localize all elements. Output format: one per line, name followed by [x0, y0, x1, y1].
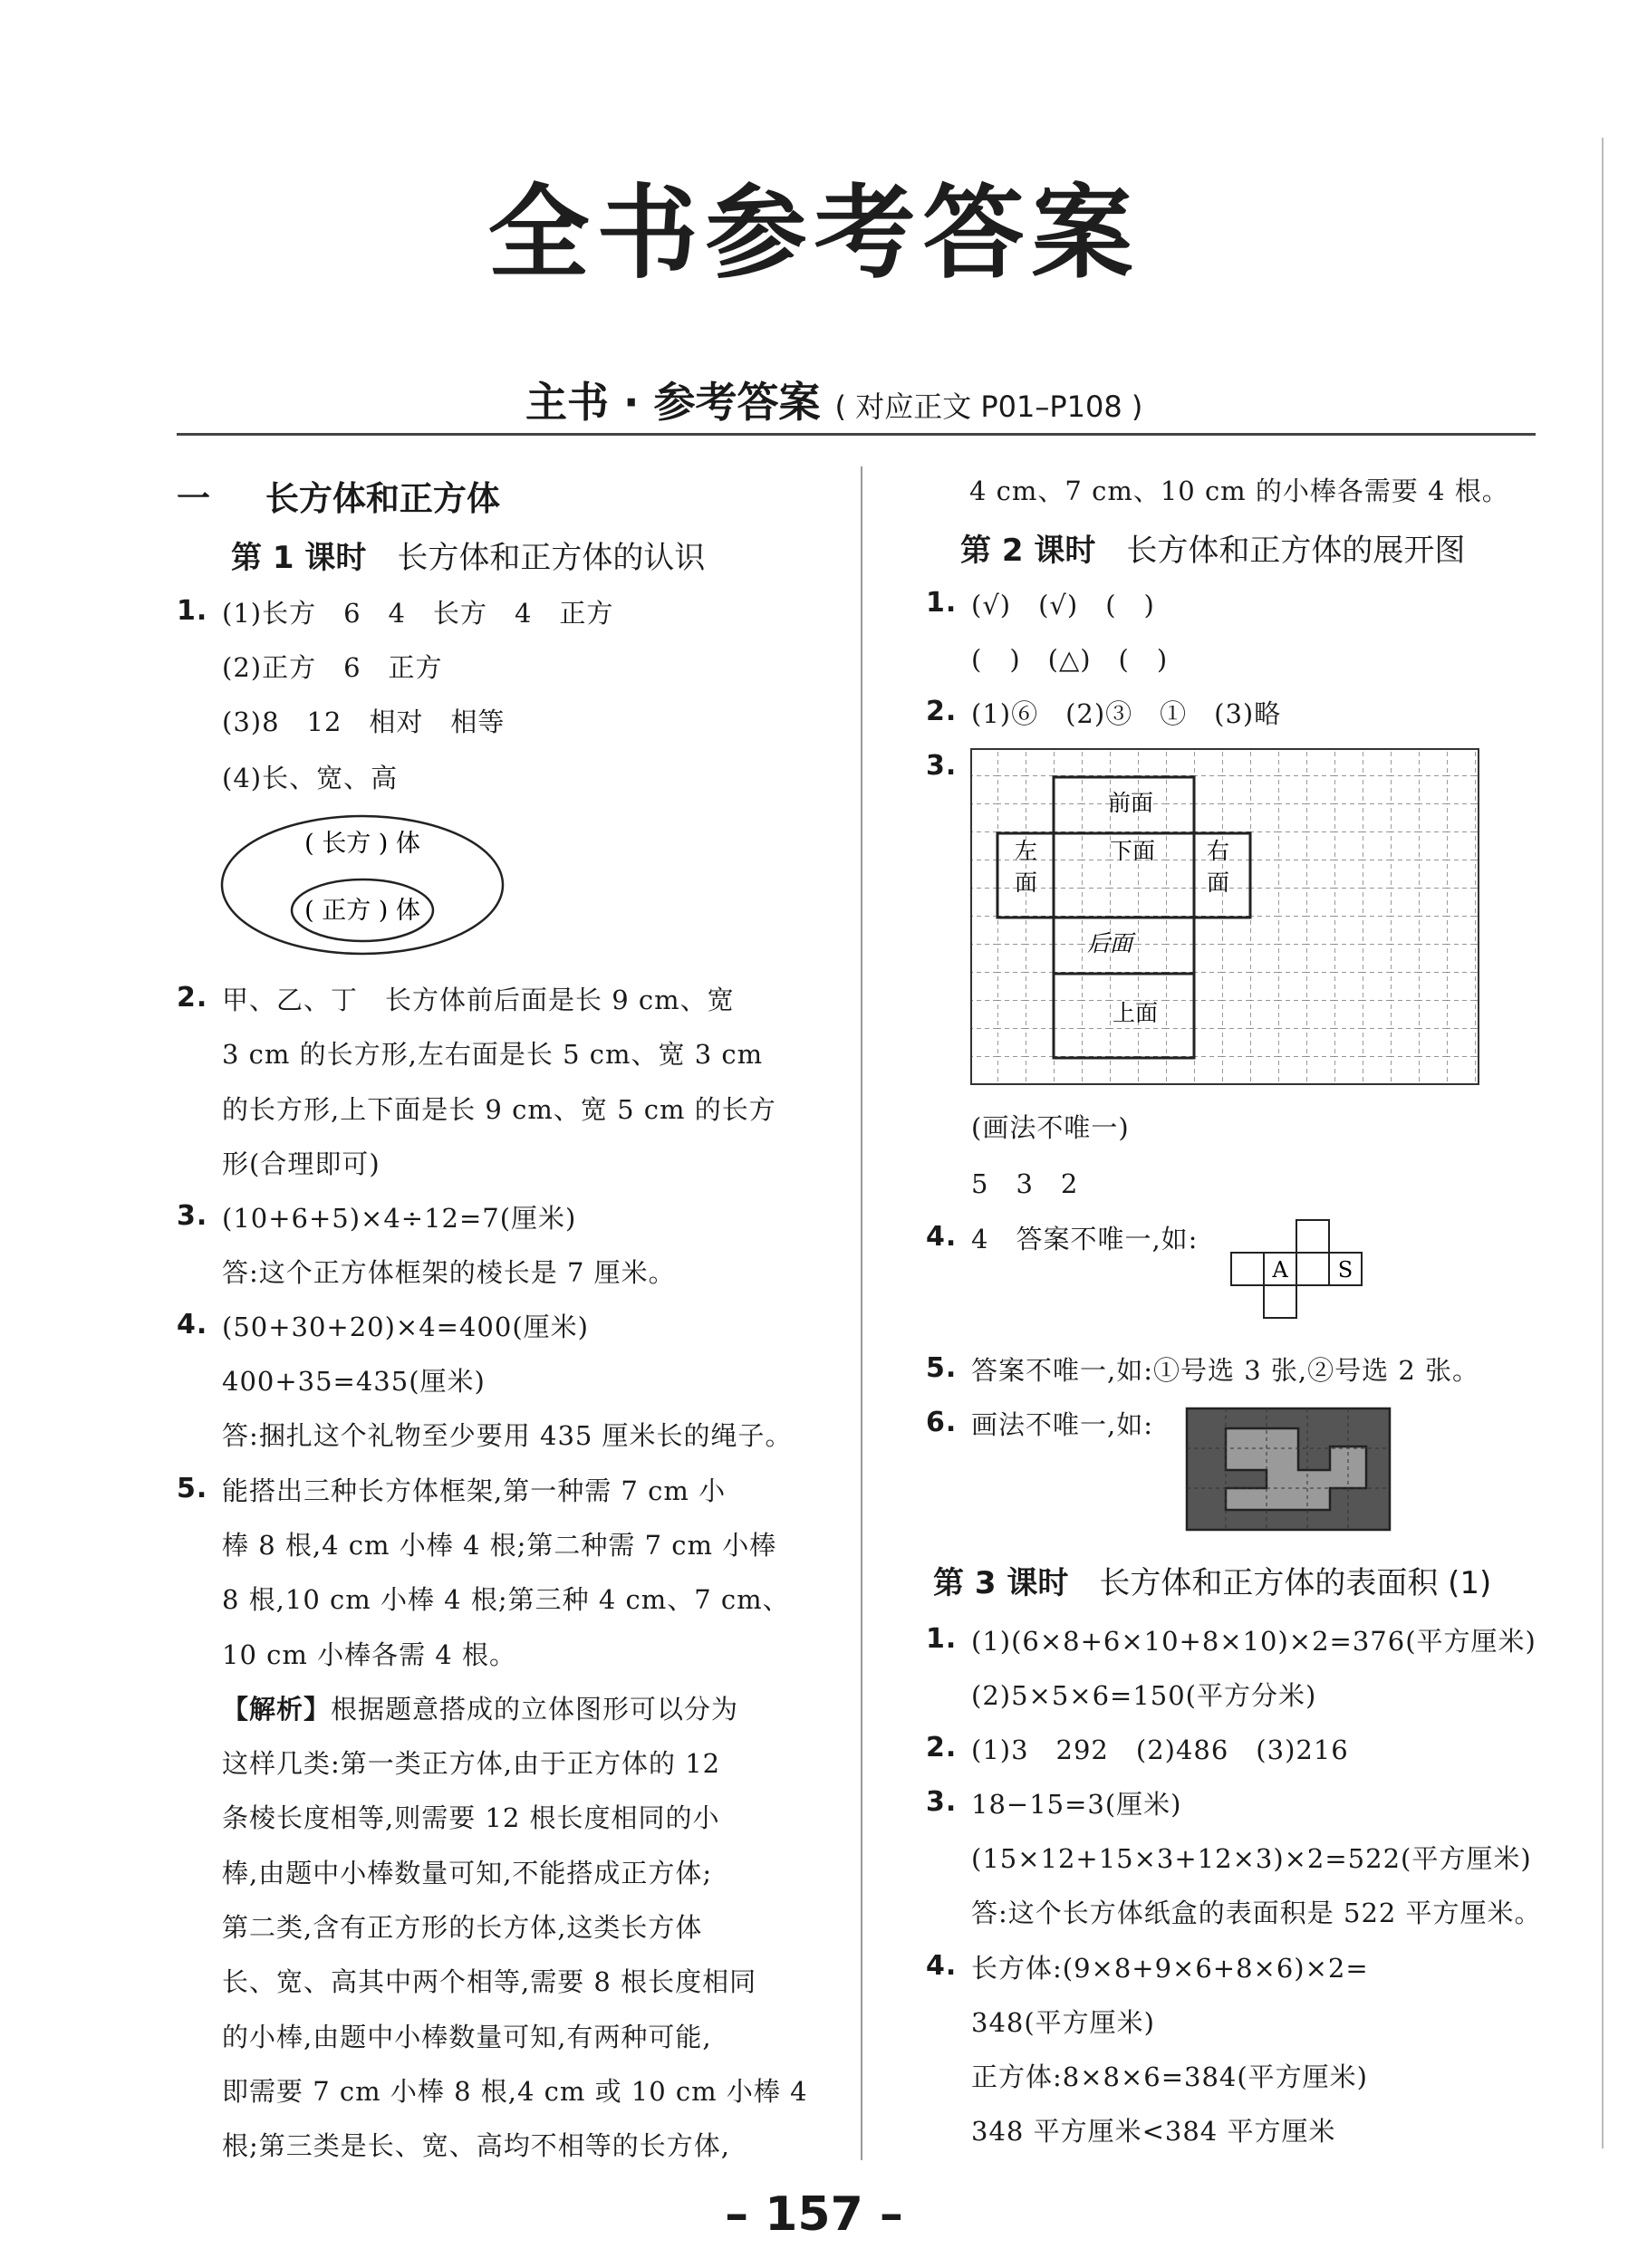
r3-q3-number: 3. — [926, 1786, 958, 1818]
r-q3-note: (画法不唯一) — [971, 1112, 1130, 1143]
analysis-line9: 根;第三类是长、宽、高均不相等的长方体, — [222, 2130, 730, 2161]
page-title: 全书参考答案 — [487, 175, 1141, 293]
subtitle-page-range: ( 对应正文 P01–P108 ) — [834, 389, 1143, 424]
lesson-2-heading — [960, 525, 1465, 570]
analysis-line1 — [222, 1689, 738, 1726]
analysis-line6: 长、宽、高其中两个相等,需要 8 根长度相同 — [222, 1966, 757, 1997]
lesson-1-title: 长方体和正方体的认识 — [397, 540, 706, 576]
r3-q4-line2: 348(平方厘米) — [971, 2007, 1155, 2038]
lesson-1-label: 第 1 课时 — [231, 540, 367, 576]
analysis-line3: 条棱长度相等,则需要 12 根长度相同的小 — [222, 1802, 720, 1833]
r-q4-line1: 4 答案不唯一,如: — [971, 1224, 1199, 1254]
net-cell-a: A — [1272, 1257, 1288, 1283]
q5-line4: 10 cm 小棒各需 4 根。 — [222, 1639, 516, 1670]
q2-line4: 形(合理即可) — [222, 1148, 381, 1179]
venn-diagram — [217, 811, 516, 960]
r-q1-line2: ( ) (△) ( ) — [971, 644, 1169, 675]
r-q6-number: 6. — [926, 1407, 958, 1438]
lesson-2-title: 长方体和正方体的展开图 — [1126, 533, 1466, 569]
continuation-line: 4 cm、7 cm、10 cm 的小棒各需要 4 根。 — [969, 476, 1509, 506]
face-back: 后面 — [1087, 930, 1133, 956]
q1-number: 1. — [177, 595, 208, 627]
r3-q4-line4: 348 平方厘米<384 平方厘米 — [971, 2116, 1336, 2147]
r-q1-line1: (√) (√) ( ) — [971, 590, 1155, 620]
q4-line3: 答:捆扎这个礼物至少要用 435 厘米长的绳子。 — [222, 1420, 793, 1451]
r-q3-number: 3. — [926, 750, 958, 782]
q5-number: 5. — [177, 1473, 208, 1504]
header-divider — [177, 433, 1536, 436]
page-number: – 157 – — [725, 2187, 903, 2242]
r3-q3-line1: 18−15=3(厘米) — [971, 1789, 1182, 1820]
lesson-3-label: 第 3 课时 — [933, 1565, 1069, 1601]
q4-line1: (50+30+20)×4=400(厘米) — [222, 1312, 589, 1342]
analysis-line7: 的小棒,由题中小棒数量可知,有两种可能, — [222, 2022, 712, 2052]
r-q5-line1: 答案不唯一,如:①号选 3 张,②号选 2 张。 — [971, 1355, 1479, 1386]
r3-q4-line1: 长方体:(9×8+9×6+8×6)×2= — [971, 1953, 1369, 1984]
r3-q1-number: 1. — [926, 1623, 958, 1655]
face-front: 前面 — [1108, 790, 1154, 816]
r3-q3-line2: (15×12+15×3+12×3)×2=522(平方厘米) — [971, 1843, 1532, 1874]
r3-q1-line1: (1)(6×8+6×10+8×10)×2=376(平方厘米) — [971, 1626, 1536, 1657]
venn-outer-label: ( 长方 ) 体 — [304, 830, 420, 858]
section-subtitle — [525, 370, 1142, 429]
face-left-2: 面 — [1015, 870, 1038, 896]
r-q6-line1: 画法不唯一,如: — [971, 1409, 1153, 1440]
analysis-line5: 第二类,含有正方形的长方体,这类长方体 — [222, 1912, 703, 1943]
face-bottom: 下面 — [1110, 838, 1156, 864]
analysis-line2: 这样几类:第一类正方体,由于正方体的 12 — [222, 1748, 721, 1779]
q3-line1: (10+6+5)×4÷12=7(厘米) — [222, 1203, 577, 1234]
face-right-1: 右 — [1207, 838, 1230, 864]
r3-q4-line3: 正方体:8×8×6=384(平方厘米) — [971, 2061, 1368, 2092]
q2-number: 2. — [177, 982, 208, 1014]
q4-line2: 400+35=435(厘米) — [222, 1366, 486, 1397]
venn-inner-label: ( 正方 ) 体 — [304, 897, 420, 925]
net-example — [1228, 1218, 1373, 1327]
unit-heading — [177, 471, 500, 520]
column-divider — [861, 466, 862, 2160]
unit-number: 一 — [177, 479, 210, 518]
analysis-line4: 棒,由题中小棒数量可知,不能搭成正方体; — [222, 1858, 713, 1888]
r-q2-number: 2. — [926, 696, 958, 727]
q3-number: 3. — [177, 1200, 208, 1232]
r-q5-number: 5. — [926, 1352, 958, 1384]
q2-line1: 甲、乙、丁 长方体前后面是长 9 cm、宽 — [222, 985, 735, 1015]
r3-q4-number: 4. — [926, 1950, 958, 1982]
lesson-1-heading — [231, 533, 705, 577]
cube-net-grid — [969, 747, 1481, 1087]
subtitle-main: 主书 · 参考答案 — [525, 378, 821, 427]
r-q1-number: 1. — [926, 587, 958, 619]
q1-line4: (4)长、宽、高 — [222, 763, 399, 793]
r3-q3-line3: 答:这个长方体纸盒的表面积是 522 平方厘米。 — [971, 1898, 1542, 1928]
q4-number: 4. — [177, 1309, 208, 1341]
net-cell-s: S — [1337, 1257, 1353, 1283]
face-left-1: 左 — [1015, 838, 1038, 864]
face-right-2: 面 — [1207, 870, 1230, 896]
unit-title: 长方体和正方体 — [265, 479, 500, 518]
lesson-2-label: 第 2 课时 — [960, 533, 1096, 569]
face-top: 上面 — [1113, 1000, 1159, 1026]
q2-line2: 3 cm 的长方形,左右面是长 5 cm、宽 3 cm — [222, 1039, 764, 1070]
lesson-3-heading — [933, 1558, 1491, 1602]
analysis-text-1: 根据题意搭成的立体图形可以分为 — [331, 1694, 739, 1725]
q3-line2: 答:这个正方体框架的棱长是 7 厘米。 — [222, 1257, 676, 1288]
q5-line1: 能搭出三种长方体框架,第一种需 7 cm 小 — [222, 1475, 727, 1506]
r3-q1-line2: (2)5×5×6=150(平方分米) — [971, 1680, 1317, 1711]
q5-line3: 8 根,10 cm 小棒 4 根;第三种 4 cm、7 cm、 — [222, 1584, 790, 1615]
tiling-drawing — [1185, 1407, 1392, 1532]
q1-line1: (1)长方 6 4 长方 4 正方 — [222, 598, 614, 629]
q1-line3: (3)8 12 相对 相等 — [222, 706, 506, 737]
r3-q2-number: 2. — [926, 1732, 958, 1763]
r-q2-line1: (1)⑥ (2)③ ① (3)略 — [971, 698, 1282, 729]
analysis-line8: 即需要 7 cm 小棒 8 根,4 cm 或 10 cm 小棒 4 — [222, 2076, 808, 2107]
right-margin-rule — [1602, 138, 1604, 2148]
q2-line3: 的长方形,上下面是长 9 cm、宽 5 cm 的长方 — [222, 1094, 776, 1125]
lesson-3-title: 长方体和正方体的表面积 (1) — [1099, 1565, 1492, 1601]
r-q4-number: 4. — [926, 1221, 958, 1253]
q1-line2: (2)正方 6 正方 — [222, 652, 443, 683]
analysis-tag: 【解析】 — [222, 1694, 332, 1725]
r-q3-numbers: 5 3 2 — [971, 1168, 1079, 1199]
r3-q2-line1: (1)3 292 (2)486 (3)216 — [971, 1735, 1349, 1765]
q5-line2: 棒 8 根,4 cm 小棒 4 根;第二种需 7 cm 小棒 — [222, 1530, 777, 1561]
